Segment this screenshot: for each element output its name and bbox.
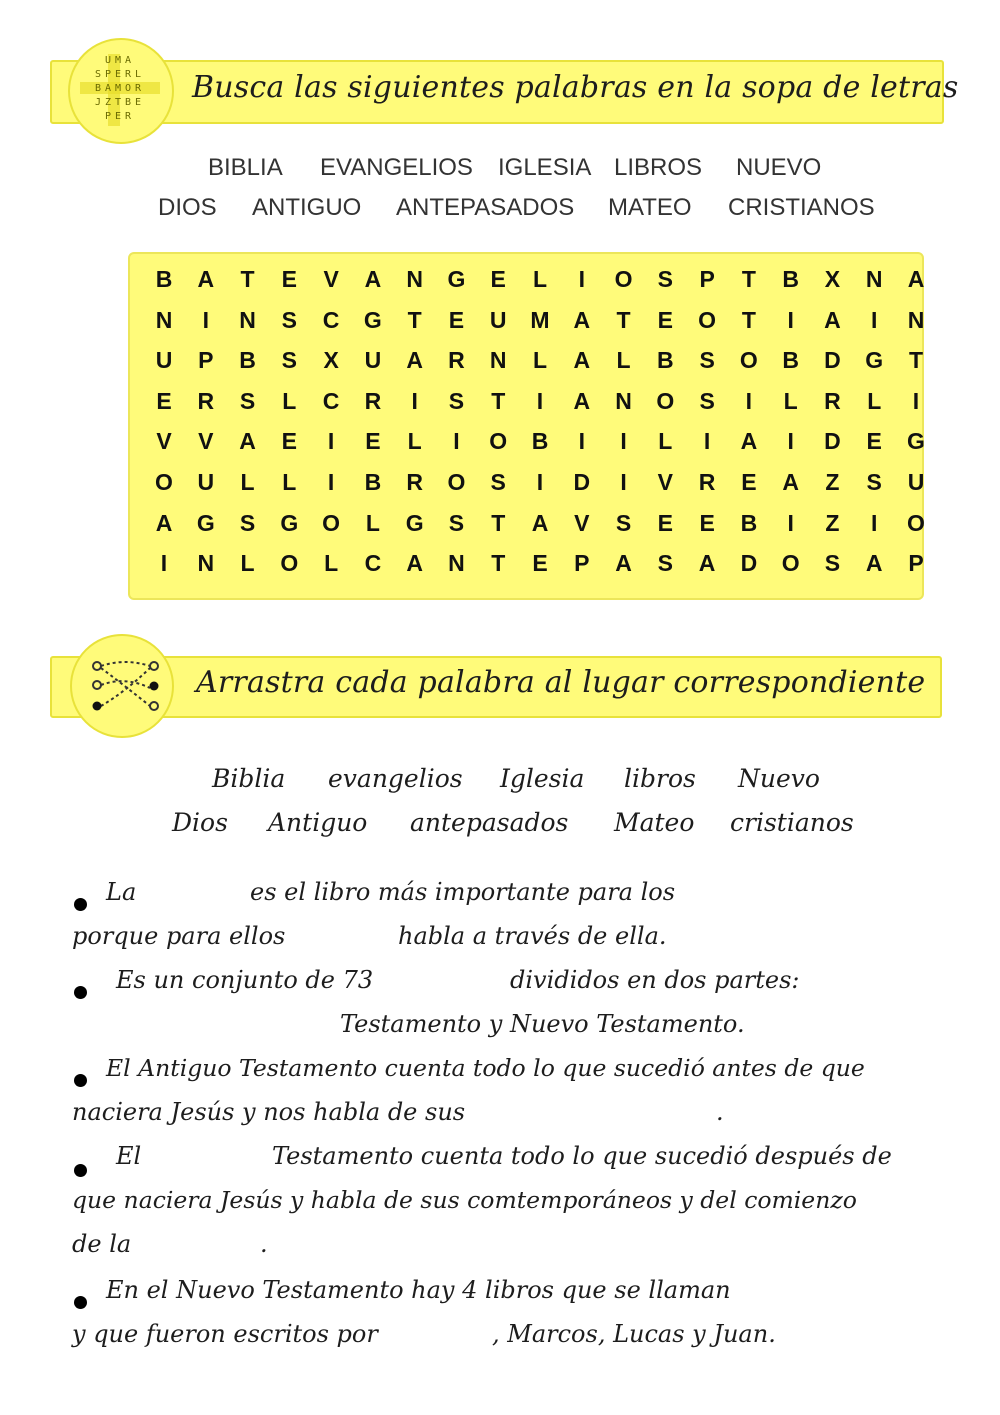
grid-row	[144, 428, 925, 468]
grid-row	[144, 347, 924, 387]
grid-letter[interactable]: A	[531, 509, 549, 536]
sentence3-part2: naciera Jesús y nos habla de sus	[72, 1098, 466, 1126]
grid-letter[interactable]: A	[824, 306, 841, 333]
grid-letter[interactable]: T	[741, 306, 756, 333]
section1-title: Busca las siguientes palabras en la sopa de letras	[192, 70, 959, 105]
grid-letter[interactable]: D	[573, 469, 591, 495]
draggable-word[interactable]: evangelios	[328, 764, 463, 793]
sentence1-part4: habla a través de ella.	[398, 922, 667, 950]
grid-letter[interactable]: L	[783, 387, 798, 414]
grid-letter[interactable]: L	[282, 387, 297, 414]
grid-letter[interactable]: E	[741, 469, 757, 495]
grid-letter[interactable]: R	[448, 347, 465, 374]
grid-letter[interactable]: A	[197, 266, 215, 292]
grid-letter[interactable]: T	[616, 306, 631, 333]
grid-letter[interactable]: L	[324, 550, 339, 577]
sentence4-part4: de la	[72, 1230, 132, 1258]
grid-letter[interactable]: S	[866, 469, 882, 495]
grid-letter[interactable]: P	[574, 550, 590, 577]
grid-letter[interactable]: T	[491, 550, 506, 577]
grid-letter[interactable]: B	[364, 469, 382, 495]
grid-letter[interactable]: N	[155, 306, 173, 333]
grid-letter[interactable]: N	[615, 387, 632, 414]
grid-letter[interactable]: U	[907, 469, 925, 495]
grid-letter[interactable]: R	[824, 387, 841, 414]
grid-letter[interactable]: U	[197, 469, 215, 495]
grid-letter[interactable]: B	[239, 347, 256, 374]
grid-letter[interactable]: E	[281, 266, 297, 292]
word-search-icon	[68, 38, 174, 144]
sentence2-part1: Es un conjunto de 73	[116, 966, 374, 994]
grid-letter[interactable]: G	[447, 266, 466, 292]
grid-letter[interactable]: E	[281, 428, 297, 455]
grid-letter[interactable]: A	[907, 266, 925, 292]
grid-letter[interactable]: I	[202, 306, 209, 333]
grid-letter[interactable]: G	[405, 509, 424, 536]
grid-letter[interactable]: I	[787, 509, 794, 536]
grid-letter[interactable]: O	[781, 550, 800, 577]
draggable-word[interactable]: cristianos	[730, 808, 854, 837]
grid-letter[interactable]: A	[155, 509, 173, 536]
search-word: ANTEPASADOS	[396, 194, 575, 221]
grid-letter[interactable]: G	[196, 509, 215, 536]
draggable-word[interactable]: Biblia	[212, 764, 286, 793]
search-word: NUEVO	[736, 154, 822, 181]
section2-title: Arrastra cada palabra al lugar correspondiente	[196, 665, 926, 700]
grid-letter[interactable]: A	[573, 306, 591, 333]
grid-letter[interactable]: P	[198, 347, 214, 374]
grid-letter[interactable]: E	[699, 509, 715, 536]
grid-letter[interactable]: X	[323, 347, 339, 374]
draggable-word[interactable]: Dios	[172, 808, 228, 837]
draggable-word[interactable]: Iglesia	[500, 764, 585, 793]
search-word: CRISTIANOS	[728, 194, 875, 221]
grid-letter[interactable]: X	[824, 266, 841, 292]
search-word: EVANGELIOS	[320, 154, 473, 181]
grid-letter[interactable]: O	[322, 509, 341, 536]
badge-letter-row: SPERL	[94, 69, 146, 80]
sentence4-part3: que naciera Jesús y habla de sus comtemporáneos y del comienzo	[72, 1186, 857, 1214]
grid-letter[interactable]: S	[824, 550, 841, 577]
grid-letter[interactable]: I	[160, 550, 168, 577]
grid-letter[interactable]: N	[406, 266, 423, 292]
grid-letter[interactable]: P	[908, 550, 924, 577]
grid-letter[interactable]: A	[782, 469, 799, 495]
grid-letter[interactable]: T	[491, 387, 506, 414]
grid-letter[interactable]: O	[614, 266, 633, 292]
match-lines-icon	[70, 634, 174, 738]
grid-letter[interactable]: P	[699, 266, 715, 292]
grid-letter[interactable]: U	[364, 347, 382, 374]
grid-letter[interactable]: O	[656, 387, 675, 414]
grid-row	[144, 387, 920, 428]
sentence5-part1: En el Nuevo Testamento hay 4 libros que se llaman	[106, 1276, 731, 1304]
grid-letter[interactable]: S	[699, 347, 715, 374]
grid-letter[interactable]: N	[448, 550, 465, 577]
grid-row	[144, 266, 925, 306]
grid-letter[interactable]: I	[327, 469, 335, 495]
bullet-icon	[74, 986, 87, 999]
grid-letter[interactable]: S	[657, 266, 673, 292]
bullet-icon	[74, 1074, 87, 1087]
grid-letter[interactable]: L	[532, 347, 548, 374]
grid-letter[interactable]: N	[865, 266, 883, 292]
sentence3-part1: El Antiguo Testamento cuenta todo lo que sucedió antes de que	[106, 1054, 865, 1082]
grid-letter[interactable]: T	[407, 306, 422, 333]
grid-letter[interactable]: A	[615, 550, 632, 577]
grid-letter[interactable]: N	[197, 550, 215, 577]
grid-letter[interactable]: U	[489, 306, 507, 333]
grid-letter[interactable]: N	[239, 306, 256, 333]
sentence2-part2: divididos en dos partes:	[510, 966, 800, 994]
grid-letter[interactable]: I	[912, 387, 920, 414]
draggable-word[interactable]: Mateo	[614, 808, 695, 837]
grid-letter[interactable]: I	[536, 469, 544, 495]
grid-letter[interactable]: R	[406, 469, 423, 495]
grid-letter[interactable]: G	[363, 306, 382, 333]
grid-letter[interactable]: A	[573, 347, 591, 374]
search-word: ANTIGUO	[252, 194, 362, 221]
grid-letter[interactable]: C	[322, 306, 340, 333]
grid-letter[interactable]: B	[740, 509, 758, 536]
grid-letter[interactable]: R	[698, 469, 716, 495]
grid-letter[interactable]: A	[865, 550, 883, 577]
grid-letter[interactable]: A	[406, 347, 423, 374]
grid-letter[interactable]: E	[657, 306, 673, 333]
sentence3-part3: .	[716, 1098, 724, 1126]
grid-letter[interactable]: S	[615, 509, 632, 536]
grid-letter[interactable]: S	[281, 306, 297, 333]
grid-letter[interactable]: A	[698, 550, 716, 577]
bullet-icon	[74, 1296, 87, 1309]
grid-letter[interactable]: A	[573, 387, 591, 414]
grid-letter[interactable]: L	[407, 428, 422, 455]
sentence4-part5: .	[260, 1230, 268, 1258]
grid-letter[interactable]: L	[240, 469, 255, 495]
badge-letter-row: PER	[104, 111, 136, 122]
grid-row	[144, 550, 924, 590]
grid-letter[interactable]: I	[327, 428, 335, 455]
sentence1-part2: es el libro más importante para los	[250, 878, 676, 906]
grid-letter[interactable]: L	[658, 428, 673, 455]
grid-letter[interactable]: O	[447, 469, 466, 495]
grid-letter[interactable]: A	[740, 428, 758, 455]
grid-letter[interactable]: M	[530, 306, 550, 333]
grid-letter[interactable]: E	[448, 306, 465, 333]
grid-letter[interactable]: S	[699, 387, 715, 414]
grid-letter[interactable]: L	[867, 387, 882, 414]
grid-letter[interactable]: T	[240, 266, 255, 292]
grid-letter[interactable]: D	[740, 550, 758, 577]
grid-letter[interactable]: I	[578, 428, 585, 455]
grid-letter[interactable]: B	[155, 266, 173, 292]
grid-letter[interactable]: L	[616, 347, 631, 374]
grid-letter[interactable]: T	[908, 347, 924, 374]
grid-letter[interactable]: O	[698, 306, 717, 333]
grid-letter[interactable]: E	[490, 266, 506, 292]
grid-letter[interactable]: E	[532, 550, 548, 577]
grid-letter[interactable]: L	[240, 550, 255, 577]
grid-letter[interactable]: I	[411, 387, 418, 414]
grid-letter[interactable]: I	[871, 306, 878, 333]
grid-letter[interactable]: I	[453, 428, 460, 455]
grid-letter[interactable]: S	[448, 509, 465, 536]
search-word: DIOS	[158, 194, 217, 221]
draggable-word[interactable]: Antiguo	[268, 808, 368, 837]
grid-letter[interactable]: G	[280, 509, 299, 536]
grid-letter[interactable]: S	[657, 550, 673, 577]
grid-letter[interactable]: I	[745, 387, 753, 414]
grid-letter[interactable]: B	[657, 347, 674, 374]
grid-letter[interactable]: A	[239, 428, 256, 455]
grid-letter[interactable]: O	[155, 469, 173, 495]
sentence1-part1: La	[106, 878, 137, 906]
grid-letter[interactable]: T	[741, 266, 756, 292]
grid-letter[interactable]: V	[574, 509, 590, 536]
grid-letter[interactable]: I	[578, 266, 585, 292]
grid-letter[interactable]: I	[871, 509, 878, 536]
grid-letter[interactable]: B	[782, 266, 799, 292]
grid-letter[interactable]: I	[787, 428, 794, 455]
grid-letter[interactable]: O	[739, 347, 758, 374]
grid-letter[interactable]: E	[365, 428, 381, 455]
grid-letter[interactable]: S	[448, 387, 465, 414]
sentence1-part3: porque para ellos	[72, 922, 286, 950]
grid-letter[interactable]: D	[824, 428, 841, 455]
grid-letter[interactable]: N	[489, 347, 507, 374]
sentence4-part2: Testamento cuenta todo lo que sucedió después de	[272, 1142, 892, 1170]
grid-letter[interactable]: I	[536, 387, 544, 414]
grid-letter[interactable]: B	[782, 347, 799, 374]
badge-letter-row: UMA	[104, 55, 136, 66]
grid-letter[interactable]: V	[323, 266, 339, 292]
grid-letter[interactable]: T	[491, 509, 506, 536]
grid-letter[interactable]: G	[907, 428, 925, 455]
grid-letter[interactable]: E	[866, 428, 882, 455]
sentence2-part3: Testamento y Nuevo Testamento.	[340, 1010, 745, 1038]
grid-letter[interactable]: E	[156, 387, 172, 414]
grid-letter[interactable]: D	[824, 347, 841, 374]
grid-letter[interactable]: G	[865, 347, 884, 374]
grid-letter[interactable]: L	[282, 469, 297, 495]
grid-letter[interactable]: Z	[825, 509, 840, 536]
search-word: IGLESIA	[498, 154, 592, 181]
sentence4-part1: El	[116, 1142, 142, 1170]
grid-letter[interactable]: V	[156, 428, 172, 455]
grid-letter[interactable]: R	[364, 387, 382, 414]
grid-letter[interactable]: C	[364, 550, 382, 577]
search-word: LIBROS	[614, 154, 703, 181]
search-word: MATEO	[608, 194, 692, 221]
grid-letter[interactable]: N	[907, 306, 925, 333]
grid-letter[interactable]: U	[155, 347, 173, 374]
badge-letter-row: BAMOR	[94, 83, 146, 94]
sentence5-part2: y que fueron escritos por	[72, 1320, 378, 1348]
grid-letter[interactable]: S	[239, 509, 256, 536]
grid-letter[interactable]: V	[198, 428, 214, 455]
grid-letter[interactable]: O	[489, 428, 508, 455]
grid-letter[interactable]: R	[197, 387, 215, 414]
grid-letter[interactable]: L	[365, 509, 380, 536]
grid-letter[interactable]: V	[657, 469, 673, 495]
grid-letter[interactable]: S	[490, 469, 506, 495]
grid-letter[interactable]: S	[281, 347, 297, 374]
search-word: BIBLIA	[208, 154, 283, 181]
grid-letter[interactable]: I	[620, 428, 627, 455]
grid-letter[interactable]: I	[787, 306, 794, 333]
badge-letter-row: JZTBE	[94, 97, 146, 108]
grid-row	[144, 469, 925, 509]
bullet-icon	[74, 898, 87, 911]
grid-letter[interactable]: C	[322, 387, 340, 414]
draggable-word[interactable]: antepasados	[410, 808, 569, 837]
draggable-word[interactable]: Nuevo	[738, 764, 820, 793]
grid-letter[interactable]: O	[280, 550, 299, 577]
grid-letter[interactable]: E	[657, 509, 673, 536]
grid-letter[interactable]: A	[406, 550, 423, 577]
grid-letter[interactable]: Z	[825, 469, 840, 495]
bullet-icon	[74, 1164, 87, 1177]
grid-letter[interactable]: L	[532, 266, 548, 292]
sentence5-part3: , Marcos, Lucas y Juan.	[492, 1320, 776, 1348]
grid-letter[interactable]: A	[364, 266, 382, 292]
grid-letter[interactable]: I	[620, 469, 627, 495]
grid-letter[interactable]: I	[703, 428, 711, 455]
grid-letter[interactable]: O	[907, 509, 925, 536]
grid-row	[144, 509, 925, 550]
word-search-icon-letters	[84, 54, 156, 126]
grid-row	[144, 306, 925, 347]
draggable-word[interactable]: libros	[624, 764, 696, 793]
grid-letter[interactable]: S	[239, 387, 256, 414]
grid-letter[interactable]: B	[531, 428, 549, 455]
